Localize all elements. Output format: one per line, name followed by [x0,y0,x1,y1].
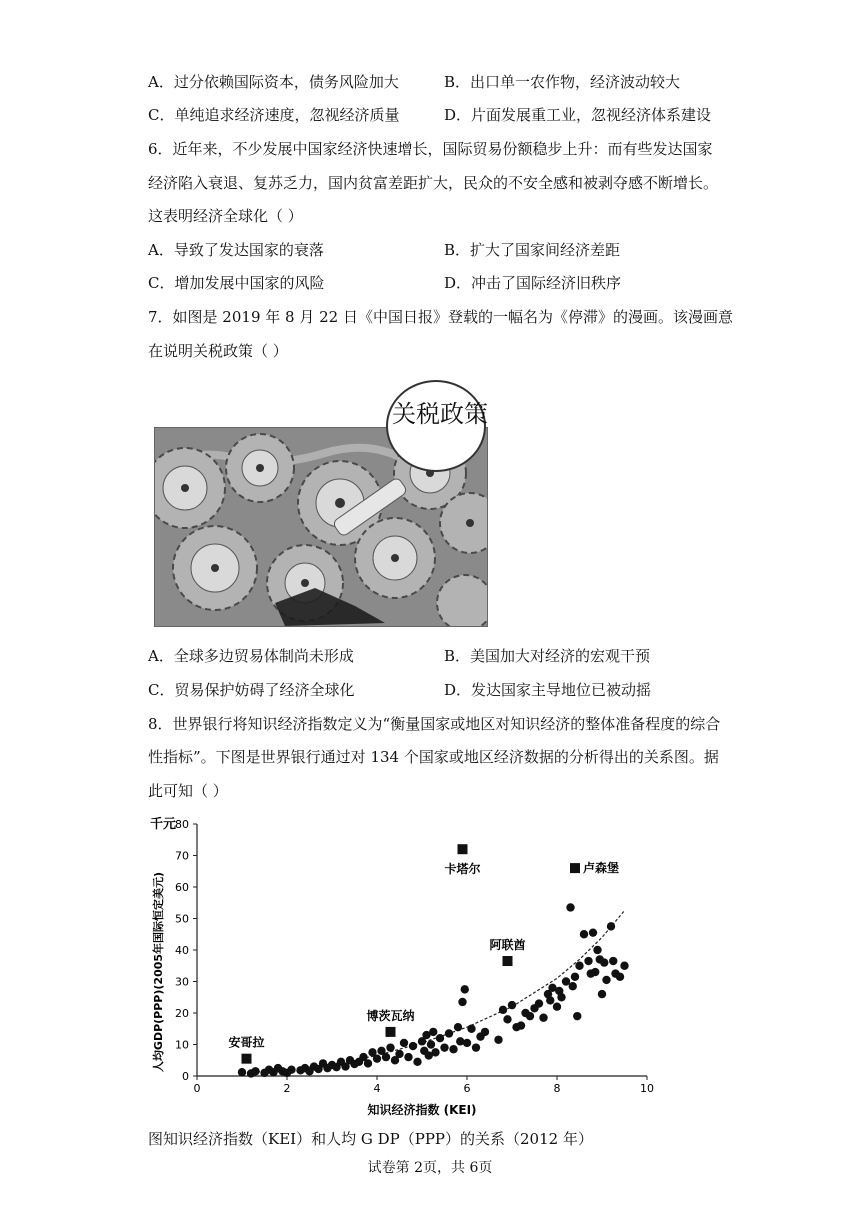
data-point [546,996,554,1004]
q5-option-d: D．片面发展重工业，忽视经济体系建设 [444,106,712,124]
y-axis-label: 人均GDP(PPP)(2005年国际恒定美元) [152,871,165,1073]
x-tick-label: 6 [463,1082,471,1095]
q8-stem-line-3: 此可知（ ） [148,782,228,800]
page-footer: 试卷第 2页，共 6页 [367,1160,493,1176]
y-unit-label: 千元 [150,817,177,832]
data-point [364,1059,372,1067]
q6-option-b: B．扩大了国家间经济差距 [444,241,621,259]
data-point [562,977,570,985]
data-point [386,1043,394,1051]
q6-option-c: C．增加发展中国家的风险 [148,274,325,292]
scatter-plot-svg [140,812,660,1122]
data-point [539,1014,547,1022]
data-point [503,1015,511,1023]
data-point [481,1028,489,1036]
q8-stem-line-2: 性指标”。下图是世界银行通过对 134 个国家或地区经济数据的分析得出的关系图。据 [148,748,719,766]
q7-stem-line-2: 在说明关税政策（ ） [148,342,288,360]
labeled-point-name: 阿联酋 [489,938,526,953]
data-point [607,922,615,930]
figure-caption: 图知识经济指数（KEI）和人均 G DP（PPP）的关系（2012 年） [148,1130,593,1148]
data-point [584,957,592,965]
q7-option-b: B．美国加大对经济的宏观干预 [444,647,651,665]
q7-option-c: C．贸易保护妨碍了经济全球化 [148,681,355,699]
labeled-point-marker [458,844,468,854]
q6-stem-line-2: 经济陷入衰退、复苏乏力，国内贫富差距扩大，民众的不安全感和被剥夺感不断增长。 [148,174,719,192]
labeled-point-marker [570,863,580,873]
data-point [445,1029,453,1037]
y-tick-label: 40 [175,944,189,957]
data-point [571,973,579,981]
data-point [557,993,565,1001]
callout-bubble-label: 关税政策 [392,400,488,428]
data-point [467,1025,475,1033]
data-point [449,1045,457,1053]
y-tick-label: 80 [175,818,189,831]
y-tick-label: 30 [175,975,189,989]
x-tick-label: 0 [193,1082,201,1095]
data-point [580,930,588,938]
labeled-point-name: 卢森堡 [583,861,620,876]
y-tick-label: 20 [175,1007,189,1020]
data-point [238,1068,246,1076]
labeled-point-name: 卡塔尔 [444,862,481,877]
x-tick-label: 4 [373,1082,381,1095]
trend-curve [242,911,625,1073]
q7-option-d: D．发达国家主导地位已被动摇 [444,681,652,699]
data-point [517,1021,525,1029]
y-tick-label: 60 [175,881,189,894]
q7-option-a: A．全球多边贸易体制尚未形成 [148,647,354,665]
x-axis-label: 知识经济指数 (KEI) [367,1103,477,1117]
data-point [409,1042,417,1050]
q5-option-b: B．出口单一农作物，经济波动较大 [444,73,681,91]
y-tick-label: 50 [175,912,189,926]
labeled-point-marker [242,1054,252,1064]
labeled-point-marker [386,1027,396,1037]
q7-stem-line-1: 7．如图是 2019 年 8 月 22 日《中国日报》登载的一幅名为《停滞》的漫画。该漫画意 [148,308,733,326]
data-point [598,990,606,998]
data-point [573,1012,581,1020]
y-tick-label: 70 [175,849,189,863]
data-point [429,1028,437,1036]
data-point [382,1053,390,1061]
data-point [404,1053,412,1061]
y-tick-label: 0 [182,1070,189,1083]
data-point [575,962,583,970]
x-tick-label: 10 [640,1082,654,1095]
data-point [602,976,610,984]
q5-option-c: C．单纯追求经济速度，忽视经济质量 [148,106,400,124]
data-point [620,962,628,970]
data-point [458,998,466,1006]
data-point [440,1043,448,1051]
data-point [591,968,599,976]
data-point [395,1050,403,1058]
data-point [494,1036,502,1044]
q6-stem-line-1: 6．近年来，不少发展中国家经济快速增长，国际贸易份额稳步上升：而有些发达国家 [148,140,713,158]
y-tick-label: 10 [175,1038,189,1052]
kei-gdp-scatter-chart [140,812,660,1122]
data-point [427,1040,435,1048]
x-tick-label: 8 [553,1082,561,1095]
data-point [431,1048,439,1056]
data-point [616,973,624,981]
data-point [600,958,608,966]
labeled-point-name: 安哥拉 [228,1035,265,1050]
data-point [609,957,617,965]
q8-stem-line-1: 8．世界银行将知识经济指数定义为“衡量国家或地区对知识经济的整体准备程度的综合 [148,715,721,733]
data-point [589,928,597,936]
q6-option-a: A．导致了发达国家的衰落 [148,241,324,259]
data-point [400,1039,408,1047]
data-point [251,1067,259,1075]
data-point [566,903,574,911]
x-tick-label: 2 [283,1082,291,1095]
q5-option-a: A．过分依赖国际资本，债务风险加大 [148,73,399,91]
data-point [535,999,543,1007]
data-point [593,946,601,954]
data-point [373,1054,381,1062]
q6-stem-line-3: 这表明经济全球化（ ） [148,207,303,225]
data-point [472,1043,480,1051]
data-point [499,1006,507,1014]
data-point [461,985,469,993]
data-point [454,1023,462,1031]
labeled-point-marker [503,956,513,966]
data-point [413,1058,421,1066]
data-point [463,1039,471,1047]
q6-option-d: D．冲击了国际经济旧秩序 [444,274,622,292]
data-point [508,1001,516,1009]
data-point [436,1034,444,1042]
data-point [553,1003,561,1011]
data-point [287,1066,295,1074]
data-point [526,1012,534,1020]
labeled-point-name: 博茨瓦纳 [366,1008,415,1023]
data-point [569,982,577,990]
